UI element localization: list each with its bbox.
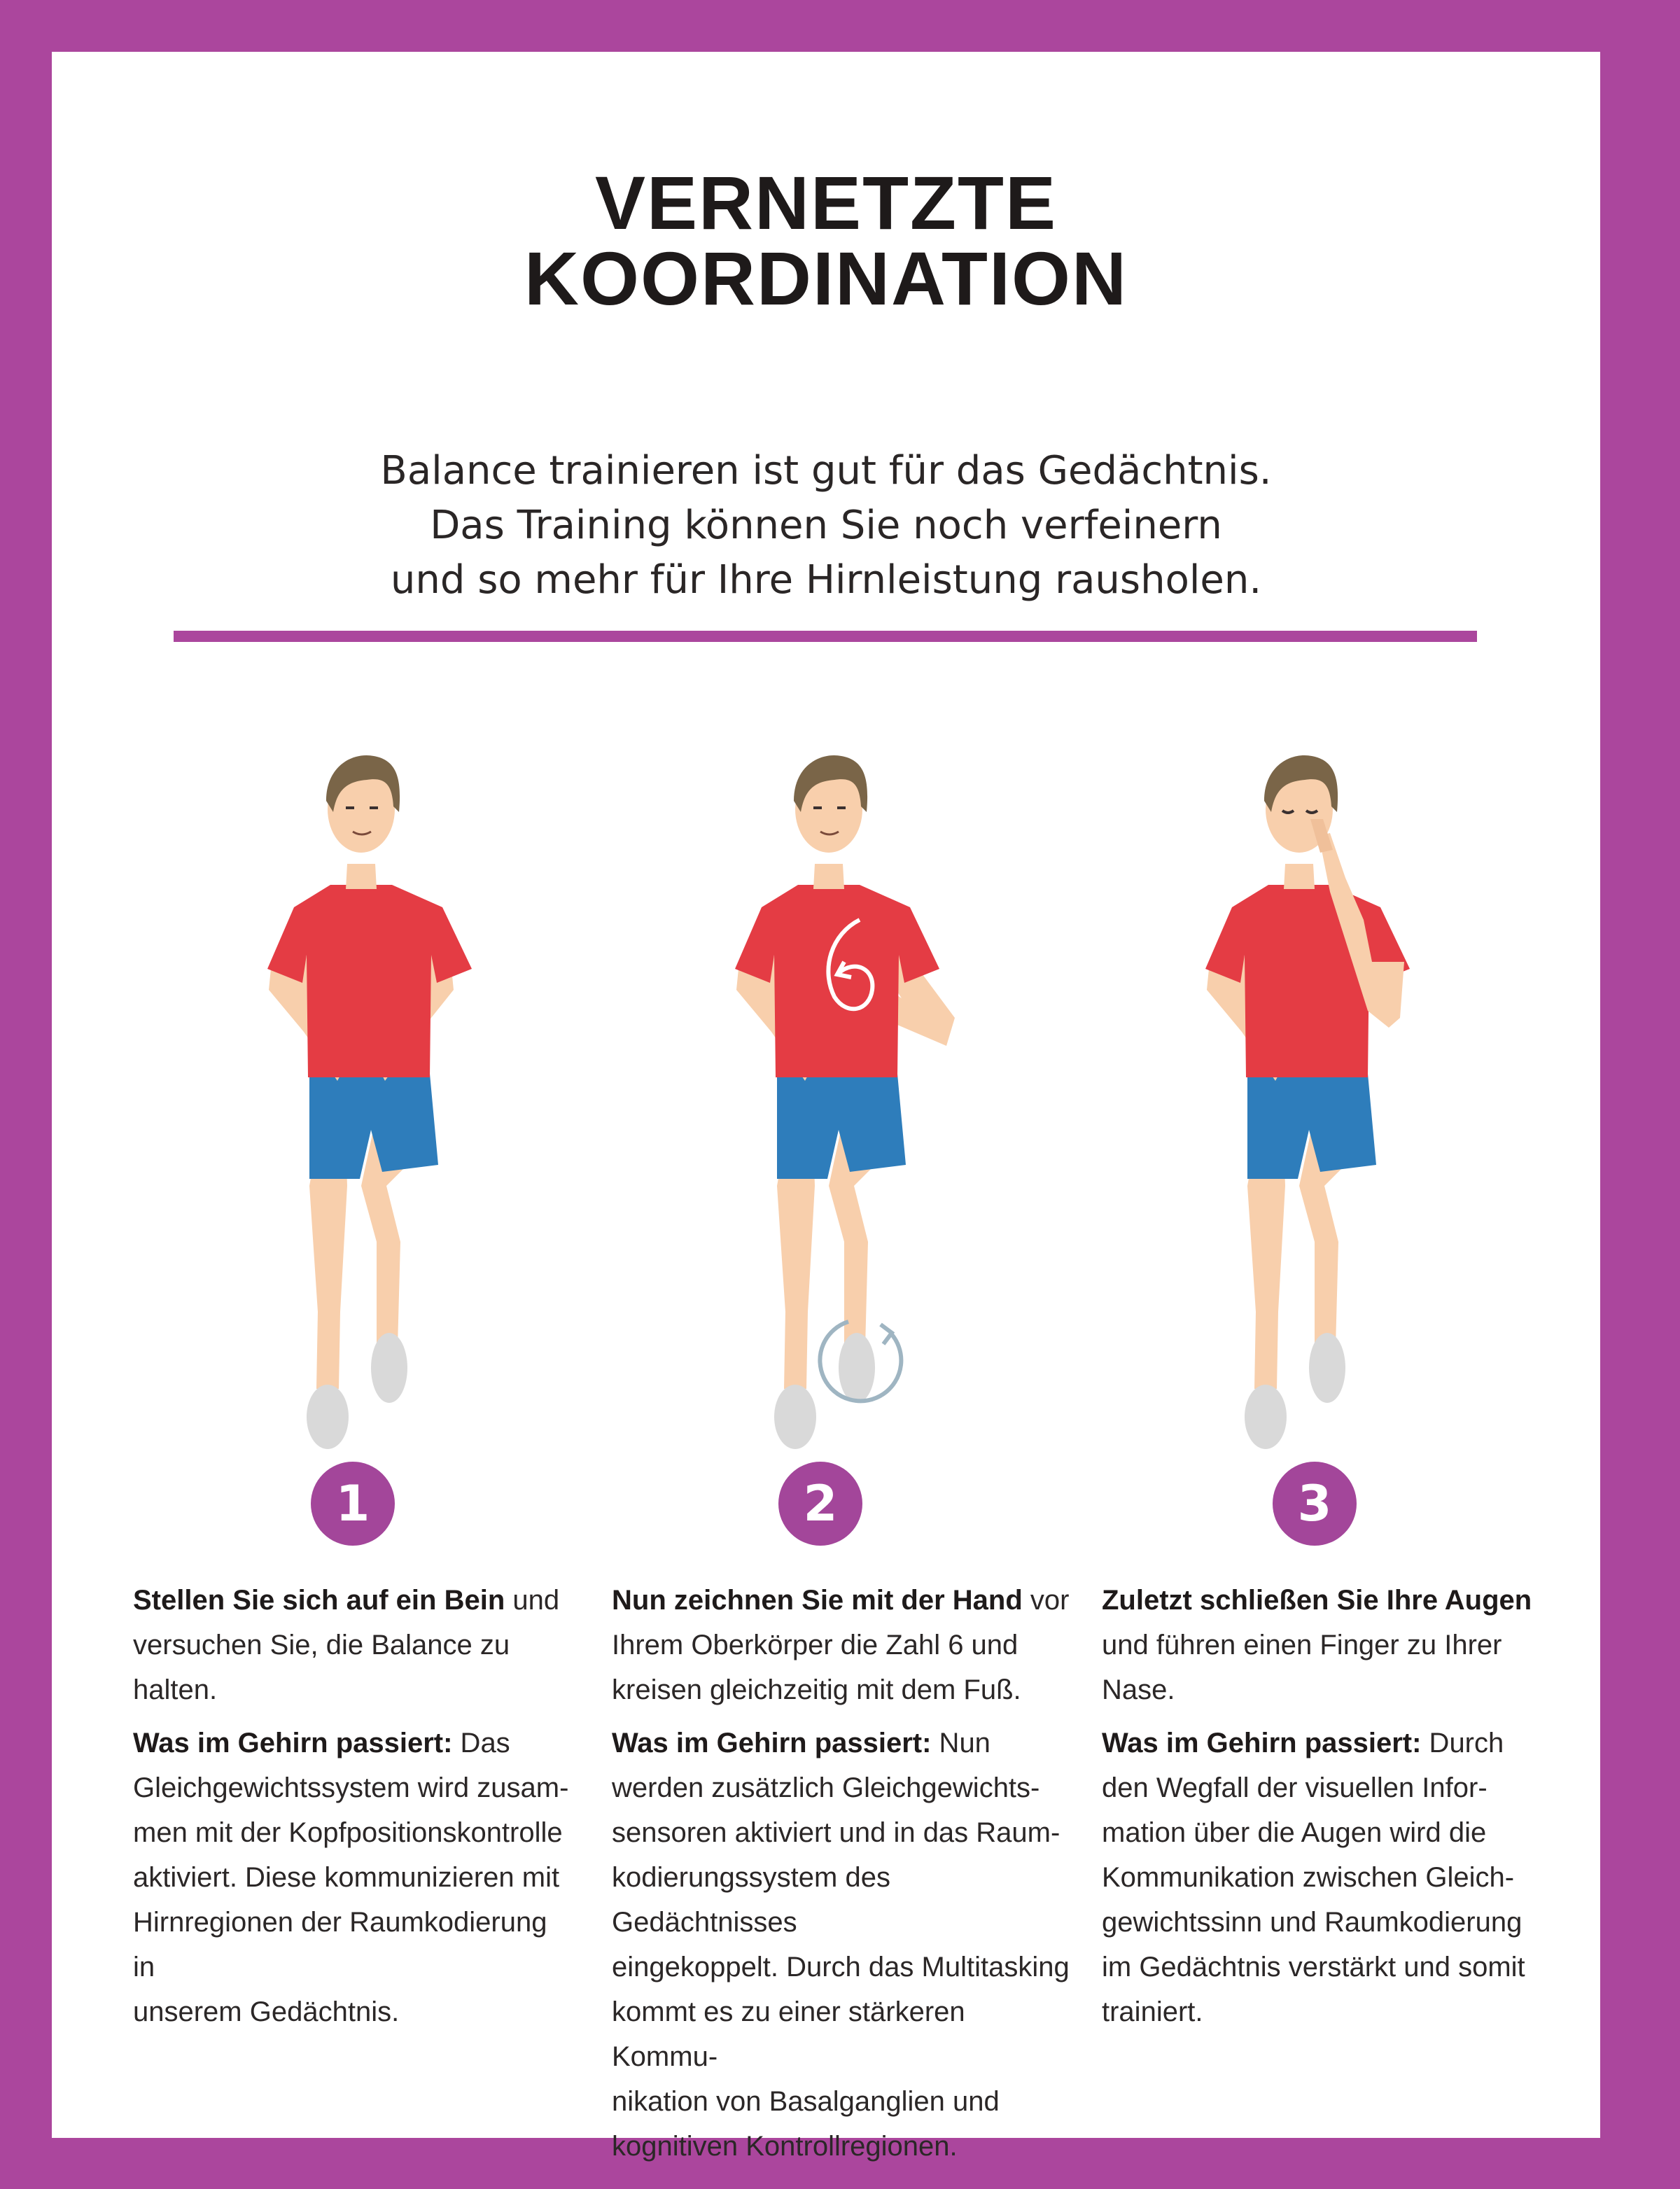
eyes-closed-finger-to-nose-figure <box>1165 752 1431 1459</box>
step-3-instruction-rest: und führen einen Finger zu Ihrer Nase. <box>1102 1630 1502 1705</box>
page-title-line-2: KOORDINATION <box>524 236 1128 321</box>
step-2-brain-effect <box>612 1721 1074 2169</box>
step-1-brain-effect <box>133 1721 574 2034</box>
page-title-line-1: VERNETZTE <box>594 160 1058 245</box>
step-2-instruction-lead: Nun zeichnen Sie mit der Hand <box>612 1585 1023 1616</box>
step-1-text <box>133 1578 574 2034</box>
step-3-brain-text: Durch den Wegfall der visuellen Infor- mation über die Augen wird die Kommunikation zwischen Gleich- gewichtssinn und Raumkodierung im Gedächtnis verstärkt und somit trainiert. <box>1102 1728 1525 2027</box>
step-2-text <box>612 1578 1074 2169</box>
step-2-brain-text: Nun werden zusätzlich Gleichgewichts- sensoren aktiviert und in das Raum- kodierungssystem des Gedächtnisses eingekoppelt. Durch das Multitasking kommt es zu einer stärkeren Kommu- nikation von Basalganglien und kognitiven Kontrollregionen. <box>612 1728 1070 2162</box>
step-number-2-badge: 2 <box>778 1462 862 1546</box>
step-3-text <box>1102 1578 1550 2034</box>
step-1-brain-text: Das Gleichgewichtssystem wird zusam- men mit der Kopfpositionskontrolle aktiviert. Diese kommunizieren mit Hirnregionen der Raumkodierung in unserem Gedächtnis. <box>133 1728 569 2027</box>
step-3-brain-label: Was im Gehirn passiert: <box>1102 1728 1422 1758</box>
step-1-instruction <box>133 1578 574 1712</box>
intro-text-line-3: und so mehr für Ihre Hirnleistung rausholen. <box>390 557 1262 603</box>
step-1-instruction-lead: Stellen Sie sich auf ein Bein <box>133 1585 505 1616</box>
step-1-instruction-rest: und versuchen Sie, die Balance zu halten. <box>133 1585 560 1705</box>
intro-text-line-1: Balance trainieren ist gut für das Gedächtnis. <box>380 448 1272 494</box>
step-3-brain-effect <box>1102 1721 1550 2034</box>
step-number-1-badge: 1 <box>311 1462 395 1546</box>
section-divider <box>174 631 1477 642</box>
step-3-instruction-lead: Zuletzt schließen Sie Ihre Augen <box>1102 1585 1532 1616</box>
step-2-brain-label: Was im Gehirn passiert: <box>612 1728 932 1758</box>
step-3-instruction <box>1102 1578 1550 1712</box>
step-2-instruction-rest: vor Ihrem Oberkörper die Zahl 6 und kreisen gleichzeitig mit dem Fuß. <box>612 1585 1070 1705</box>
step-1-brain-label: Was im Gehirn passiert: <box>133 1728 453 1758</box>
intro-text-line-2: Das Training können Sie noch verfeinern <box>430 503 1222 548</box>
page-content <box>52 52 1600 2162</box>
drawing-number-six-figure <box>694 752 960 1459</box>
step-number-3-badge: 3 <box>1273 1462 1357 1546</box>
standing-on-one-leg-figure <box>227 752 493 1459</box>
step-2-instruction <box>612 1578 1074 1712</box>
